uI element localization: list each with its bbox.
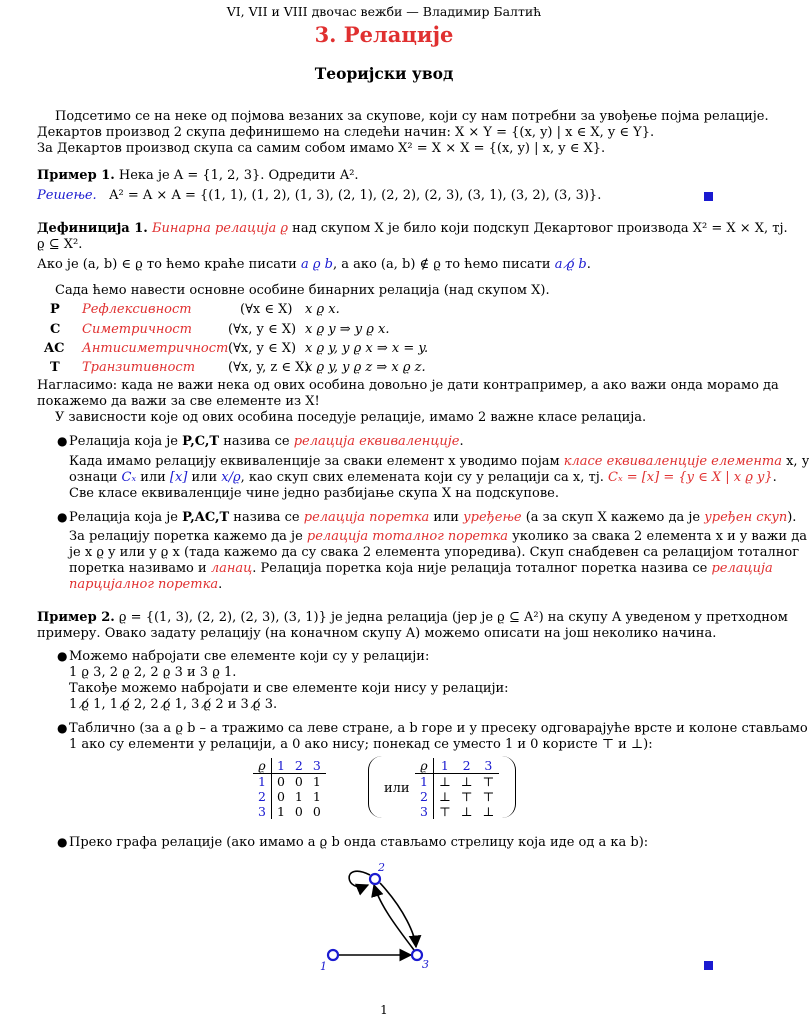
example1-text: Нека је A = {1, 2, 3}. Одредити A². xyxy=(118,168,359,183)
table-cell: ⊥ xyxy=(460,774,473,789)
term-relation: релација xyxy=(711,561,773,576)
table-row-header: 1 xyxy=(415,774,433,790)
page-number: 1 xyxy=(380,1003,388,1017)
property-code: T xyxy=(50,360,60,375)
property-formula: x ϱ y, y ϱ z ⇒ x ϱ z. xyxy=(305,360,426,375)
equiv-p2 xyxy=(69,470,777,486)
table-row-header: 1 xyxy=(253,774,271,790)
text: или xyxy=(187,470,222,485)
def-notation-in: a ϱ b xyxy=(300,257,333,272)
text: P,AC,T xyxy=(182,510,230,525)
term-equivalence: релација еквиваленције xyxy=(293,434,460,449)
notation: x/ϱ xyxy=(221,470,241,485)
property-quantifier: (∀x, y ∈ X) xyxy=(228,341,297,356)
section-title: Теоријски увод xyxy=(314,64,454,83)
table-row xyxy=(253,789,326,804)
end-of-proof-square xyxy=(704,961,713,970)
order-p3 xyxy=(69,561,773,577)
property-formula: x ϱ y ⇒ y ϱ x. xyxy=(305,322,390,337)
intro-line-1: Подсетимо се на неке од појмова везаних за скупове, који су нам потребни за увођење појма релације. xyxy=(55,109,769,124)
definition1-label: Дефиниција 1. xyxy=(37,221,148,236)
property-row xyxy=(0,322,768,340)
def-text-e: . xyxy=(586,257,591,272)
property-code: P xyxy=(50,302,60,317)
ex2-b2-1: Таблично (за a ϱ b – a тражимо са леве стране, a b горе и у пресеку одговарајуће врсте и колоне стављамо xyxy=(69,721,808,736)
table-cell: 1 xyxy=(312,774,321,789)
property-formula: x ϱ x. xyxy=(305,302,340,317)
text: Када имамо релацију еквиваленције за сваки елемент x уводимо појам xyxy=(69,454,564,469)
page-header: VI, VII и VIII двочас вежби — Владимир Балтић xyxy=(226,4,542,19)
order-p1 xyxy=(69,529,807,545)
text: . Релација поретка која није релација тоталног поретка назива се xyxy=(252,561,712,576)
equiv-p3: Све класе еквиваленције чине једно разбијање скупа X на подскупове. xyxy=(69,486,559,501)
graph-node-label-1: 1 xyxy=(320,960,327,973)
class-definition: Cₓ = [x] = {y ∈ X | x ϱ y} xyxy=(608,470,773,485)
text: Релација која је xyxy=(69,434,183,449)
table-cell: 0 xyxy=(294,804,303,819)
property-formula: x ϱ y, y ϱ x ⇒ x = y. xyxy=(305,341,429,356)
property-name: Рефлексивност xyxy=(82,302,192,317)
chapter-title: 3. Релације xyxy=(314,22,454,47)
solution-label: Решење. xyxy=(37,188,97,203)
table-cell: ⊥ xyxy=(482,804,495,819)
note-line-3: У зависности које од ових особина поседује релације, имамо 2 важне класе релација. xyxy=(55,410,647,425)
property-quantifier: (∀x, y, z ∈ X) xyxy=(228,360,310,375)
term-ordering: уређење xyxy=(463,510,522,525)
edge-2-3 xyxy=(380,883,416,947)
table-cell: 0 xyxy=(294,774,303,789)
table-cell: 1 xyxy=(276,804,285,819)
table-cell: ⊥ xyxy=(438,774,451,789)
def-text-c: , а ако (a, b) ∉ ϱ то ћемо писати xyxy=(332,257,555,272)
table-corner: ϱ xyxy=(415,758,433,774)
property-name: Транзитивност xyxy=(82,360,196,375)
text: P,C,T xyxy=(182,434,220,449)
ex2-b1-3: Такође можемо набројати и све елементе који нису у релацији: xyxy=(69,681,509,696)
text: ознаци xyxy=(69,470,122,485)
text: x, у xyxy=(781,454,809,469)
example2-line-1 xyxy=(37,610,788,626)
definition1-line-3 xyxy=(37,257,591,273)
table-col-header: 1 xyxy=(433,758,455,774)
text: (а за скуп X кажемо да је xyxy=(521,510,705,525)
text: назива се xyxy=(229,510,304,525)
bullet-icon: ● xyxy=(57,649,68,663)
definition1-text: над скупом X је било који подскуп Декартовог производа X² = X × X, тј. xyxy=(288,221,788,236)
term-order: релација поретка xyxy=(303,510,430,525)
table-col-header: 2 xyxy=(290,758,308,774)
property-name: Симетричност xyxy=(82,322,192,337)
term-partial-order: парцијалног поретка xyxy=(69,577,219,592)
order-p4 xyxy=(69,577,222,593)
relation-table-numeric xyxy=(253,758,326,819)
graph-node-3 xyxy=(412,950,422,960)
text: , као скуп свих елемената који су у релацији са x, тј. xyxy=(240,470,608,485)
table-row xyxy=(415,774,499,790)
paren-right xyxy=(501,756,516,818)
ex2-b1-2: 1 ϱ 3, 2 ϱ 2, 2 ϱ 3 и 3 ϱ 1. xyxy=(69,665,237,680)
bullet-icon: ● xyxy=(57,434,68,448)
definition1-line-1 xyxy=(37,221,788,237)
example1-label: Пример 1. xyxy=(37,168,115,183)
property-row xyxy=(0,360,768,378)
table-cell: ⊥ xyxy=(460,804,473,819)
table-col-header: 3 xyxy=(477,758,499,774)
text: ). xyxy=(787,510,797,525)
example1 xyxy=(37,168,359,184)
intro-line-3: За Декартов производ скупа са самим собом имамо X² = X × X = {(x, y) | x, y ∈ X}. xyxy=(37,141,606,156)
table-cell: 0 xyxy=(276,774,285,789)
or-label: или xyxy=(384,781,410,796)
table-cell: 0 xyxy=(312,804,321,819)
relation-table-logical xyxy=(415,758,499,819)
bullet-icon: ● xyxy=(57,721,68,735)
note-line-1: Нагласимо: када не важи нека од ових особина довољно је дати контрапример, а ако важи онда морамо да xyxy=(37,378,779,393)
graph-node-1 xyxy=(328,950,338,960)
text: . xyxy=(459,434,464,449)
table-cell: ⊤ xyxy=(482,789,495,804)
text: За релацију поретка кажемо да је xyxy=(69,529,307,544)
example2-label: Пример 2. xyxy=(37,610,115,625)
example2-text: ϱ = {(1, 3), (2, 2), (2, 3), (3, 1)} је једна релација (јер је ϱ ⊆ A²) на скупу A уведеном у претходном xyxy=(114,610,788,625)
term-class: класе еквиваленције елемента xyxy=(563,454,782,469)
property-quantifier: (∀x, y ∈ X) xyxy=(228,322,297,337)
table-row-header: 3 xyxy=(415,804,433,819)
properties-intro: Сада ћемо навести основне особине бинарних релација (над скупом X). xyxy=(55,283,550,298)
term-total-order: релација тоталног поретка xyxy=(306,529,508,544)
property-row xyxy=(0,341,768,359)
text: или xyxy=(136,470,170,485)
table-col-header: 2 xyxy=(456,758,478,774)
relation-graph xyxy=(310,855,450,975)
text: назива се xyxy=(219,434,294,449)
property-code: AC xyxy=(44,341,65,356)
table-row-header: 2 xyxy=(415,789,433,804)
definition1-term: Бинарна релација ϱ xyxy=(151,221,289,236)
table-cell: ⊤ xyxy=(460,789,473,804)
table-row-header: 3 xyxy=(253,804,271,819)
table-row-header: 2 xyxy=(253,789,271,804)
text: или xyxy=(429,510,464,525)
bullet-icon: ● xyxy=(57,835,68,849)
ex2-b3: Преко графа релације (ако имамо a ϱ b онда стављамо стрелицу која иде од a ка b): xyxy=(69,835,649,850)
graph-node-2 xyxy=(370,874,380,884)
ex2-b1-4: 1 ϱ̸ 1, 1 ϱ̸ 2, 2 ϱ̸ 1, 3 ϱ̸ 2 и 3 ϱ̸ 3. xyxy=(69,697,278,712)
example2-line-2: примеру. Овако задату релацију (на коначном скупу A) можемо описати на још неколико начина. xyxy=(37,626,717,641)
table-cell: 1 xyxy=(294,789,303,804)
table-cell: ⊥ xyxy=(438,789,451,804)
edge-3-1 xyxy=(374,885,414,950)
note-line-2: покажемо да важи за све елементе из X! xyxy=(37,394,320,409)
definition1-line-2: ϱ ⊆ X². xyxy=(37,237,83,252)
edge-2-2 xyxy=(349,871,370,887)
table-row xyxy=(415,789,499,804)
table-row xyxy=(415,804,499,819)
paren-left xyxy=(368,756,383,818)
example1-solution xyxy=(37,188,601,204)
table-col-header: 3 xyxy=(308,758,326,774)
text: поретка називамо и xyxy=(69,561,211,576)
term-ordered-set: уређен скуп xyxy=(704,510,788,525)
table-cell: ⊤ xyxy=(482,774,495,789)
solution-text: A² = A × A = {(1, 1), (1, 2), (1, 3), (2, 1), (2, 2), (2, 3), (3, 1), (3, 2), (3, 3)}. xyxy=(109,188,602,203)
text: Релација која је xyxy=(69,510,183,525)
bullet-equiv-line xyxy=(69,434,464,450)
bullet-icon: ● xyxy=(57,510,68,524)
table-cell: ⊤ xyxy=(438,804,451,819)
property-quantifier: (∀x ∈ X) xyxy=(240,302,293,317)
ex2-b2-2: 1 ако су елементи у релацији, а 0 ако нису; понекад се уместо 1 и 0 користе ⊤ и ⊥): xyxy=(69,737,653,752)
equiv-p1 xyxy=(69,454,809,470)
table-cell: 0 xyxy=(276,789,285,804)
table-row xyxy=(253,774,326,790)
table-cell: 1 xyxy=(312,789,321,804)
def-notation-notin: a ϱ̸ b xyxy=(554,257,587,272)
table-corner: ϱ xyxy=(253,758,271,774)
property-code: C xyxy=(50,322,61,337)
table-col-header: 1 xyxy=(271,758,289,774)
text: . xyxy=(772,470,777,485)
intro-line-2: Декартов производ 2 скупа дефинишемо на следећи начин: X × Y = {(x, y) | x ∈ X, y ∈ Y}. xyxy=(37,125,655,140)
table-row xyxy=(253,804,326,819)
notation: [x] xyxy=(169,470,188,485)
property-row xyxy=(0,302,768,320)
graph-node-label-2: 2 xyxy=(378,861,385,874)
bullet-order-line xyxy=(69,510,796,526)
term-chain: ланац xyxy=(210,561,253,576)
graph-node-label-3: 3 xyxy=(422,958,429,971)
order-p2: је x ϱ y или y ϱ x (тада кажемо да су свака 2 елемента упоредива). Скуп снабдевен са релацијом тоталног xyxy=(69,545,800,560)
notation: Cₓ xyxy=(121,470,137,485)
text: . xyxy=(218,577,223,592)
text: уколико за свака 2 елемента x и y важи да xyxy=(507,529,807,544)
ex2-b1-1: Можемо набројати све елементе који су у релацији: xyxy=(69,649,430,664)
def-text-a: Ако је (a, b) ∈ ϱ то ћемо краће писати xyxy=(37,257,301,272)
end-of-proof-square xyxy=(704,192,713,201)
property-name: Антисиметричност xyxy=(82,341,229,356)
